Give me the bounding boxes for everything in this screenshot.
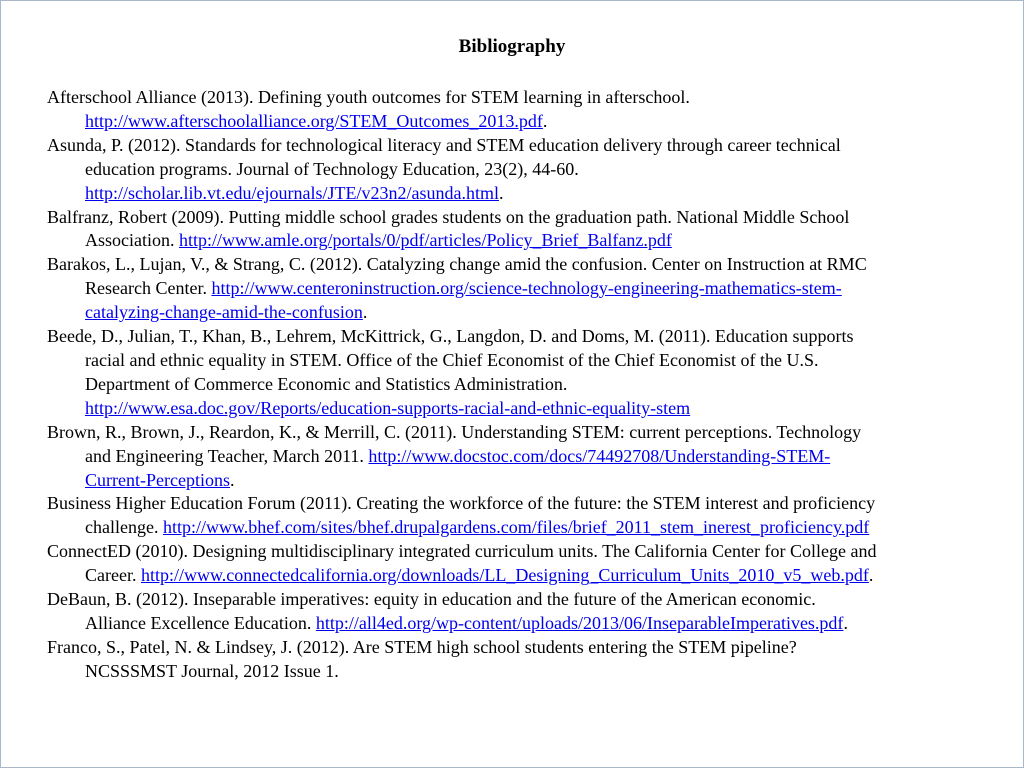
- reference-line: [47, 492, 987, 516]
- reference-link[interactable]: Current-Perceptions: [85, 469, 230, 490]
- reference-line: [47, 182, 987, 206]
- reference-line: [47, 301, 987, 325]
- reference-line: [47, 516, 987, 540]
- reference-entry: [47, 421, 987, 493]
- reference-text: .: [229, 469, 235, 490]
- reference-line: [47, 397, 987, 421]
- reference-entry: [47, 588, 987, 636]
- reference-line: [47, 660, 987, 684]
- reference-link[interactable]: http://www.centeroninstruction.org/science-technology-engineering-mathematics-stem-: [211, 278, 842, 299]
- reference-line: [47, 206, 987, 230]
- reference-text: Business Higher Education Forum (2011). Creating the workforce of the future: the STEM interest and proficiency: [47, 493, 876, 514]
- reference-text: DeBaun, B. (2012). Inseparable imperatives: equity in education and the future of the American economic.: [47, 589, 816, 610]
- reference-text: Career.: [85, 565, 141, 586]
- reference-text: .: [498, 182, 504, 203]
- reference-line: [47, 469, 987, 493]
- reference-text: racial and ethnic equality in STEM. Office of the Chief Economist of the Chief Economist of the U.S.: [85, 349, 819, 370]
- reference-entry: [47, 253, 987, 325]
- reference-line: [47, 325, 987, 349]
- reference-text: ConnectED (2010). Designing multidisciplinary integrated curriculum units. The California Center for College and: [47, 541, 877, 562]
- reference-text: Alliance Excellence Education.: [85, 612, 316, 633]
- reference-line: [47, 110, 987, 134]
- reference-entry: [47, 134, 987, 206]
- reference-line: [47, 158, 987, 182]
- reference-link[interactable]: http://www.docstoc.com/docs/74492708/Understanding-STEM-: [368, 445, 831, 466]
- reference-text: Beede, D., Julian, T., Khan, B., Lehrem, McKittrick, G., Langdon, D. and Doms, M. (2011). Education supports: [47, 326, 854, 347]
- reference-entry: [47, 86, 987, 134]
- reference-text: .: [843, 612, 848, 633]
- reference-text: Balfranz, Robert (2009). Putting middle school grades students on the graduation path. National Middle School: [47, 206, 850, 227]
- reference-line: [47, 588, 987, 612]
- reference-entry: [47, 206, 987, 254]
- reference-line: [47, 564, 987, 588]
- reference-link[interactable]: http://all4ed.org/wp-content/uploads/2013/06/InseparableImperatives.pdf: [315, 612, 844, 633]
- reference-line: [47, 540, 987, 564]
- reference-link[interactable]: http://www.afterschoolalliance.org/STEM_Outcomes_2013.pdf: [85, 110, 543, 131]
- reference-link[interactable]: http://www.connectedcalifornia.org/downloads/LL_Designing_Curriculum_Units_2010_v5_web.pdf: [140, 565, 869, 586]
- reference-link[interactable]: catalyzing-change-amid-the-confusion: [85, 302, 363, 323]
- reference-text: Franco, S., Patel, N. & Lindsey, J. (2012). Are STEM high school students entering the STEM pipeline?: [47, 636, 797, 657]
- reference-text: Afterschool Alliance (2013). Defining youth outcomes for STEM learning in afterschool.: [47, 87, 690, 107]
- reference-entry: [47, 540, 987, 588]
- reference-link[interactable]: http://www.esa.doc.gov/Reports/education-supports-racial-and-ethnic-equality-stem: [85, 397, 691, 418]
- reference-entry: [47, 325, 987, 421]
- reference-link[interactable]: http://www.bhef.com/sites/bhef.drupalgardens.com/files/brief_2011_stem_inerest_proficiency.pdf: [162, 517, 870, 538]
- reference-text: education programs. Journal of Technology Education, 23(2), 44-60.: [85, 158, 579, 179]
- reference-line: [47, 445, 987, 469]
- reference-text: Association.: [85, 230, 179, 251]
- reference-text: .: [868, 565, 874, 586]
- reference-line: [47, 421, 987, 445]
- reference-line: [47, 612, 987, 636]
- reference-entry: [47, 492, 987, 540]
- reference-text: .: [542, 110, 548, 131]
- reference-link[interactable]: http://www.amle.org/portals/0/pdf/articles/Policy_Brief_Balfanz.pdf: [179, 230, 672, 251]
- reference-text: Research Center.: [85, 278, 212, 299]
- reference-line: [47, 86, 987, 110]
- reference-text: and Engineering Teacher, March 2011.: [85, 445, 369, 466]
- reference-text: .: [362, 302, 368, 323]
- reference-line: [47, 229, 987, 253]
- reference-line: [47, 134, 987, 158]
- reference-line: [47, 277, 987, 301]
- reference-text: Barakos, L., Lujan, V., & Strang, C. (2012). Catalyzing change amid the confusion. Center on Instruction at RMC: [47, 254, 867, 275]
- reference-entry: [47, 636, 987, 684]
- reference-text: Department of Commerce Economic and Statistics Administration.: [85, 373, 568, 394]
- reference-line: [47, 253, 987, 277]
- reference-text: Asunda, P. (2012). Standards for technological literacy and STEM education delivery through career technical: [47, 134, 841, 155]
- reference-text: challenge.: [85, 517, 163, 538]
- reference-link[interactable]: http://scholar.lib.vt.edu/ejournals/JTE/v23n2/asunda.html: [85, 182, 499, 203]
- reference-text: Brown, R., Brown, J., Reardon, K., & Merrill, C. (2011). Understanding STEM: current perceptions. Technology: [47, 421, 862, 442]
- reference-line: [47, 373, 987, 397]
- reference-text: NCSSSMST Journal, 2012 Issue 1.: [85, 660, 339, 681]
- reference-list: [47, 86, 987, 684]
- page-title: Bibliography: [458, 36, 566, 57]
- reference-line: [47, 636, 987, 660]
- reference-line: [47, 349, 987, 373]
